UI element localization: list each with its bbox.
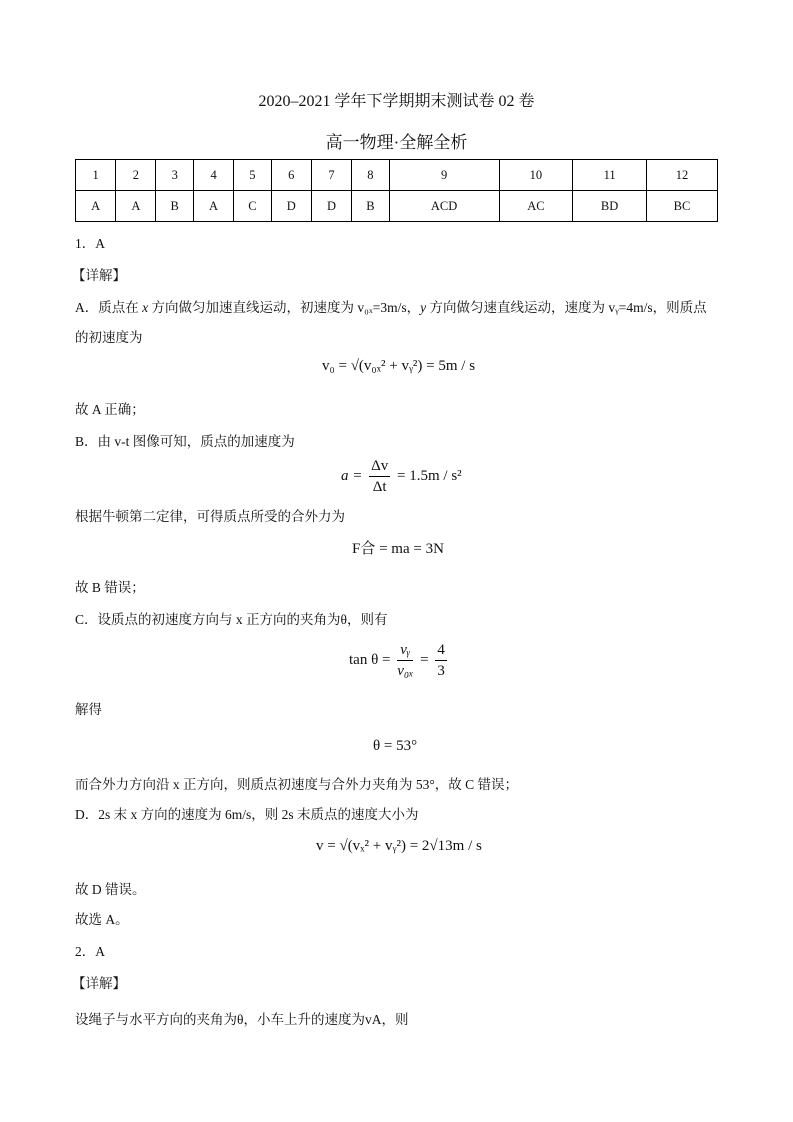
question-number: 4 [193,160,233,191]
equation-theta: θ = 53° [373,738,418,754]
q2-text: 设绳子与水平方向的夹角为θ，小车上升的速度为vA，则 [75,1012,409,1027]
answer-table-numbers-row [76,160,718,191]
q1-option-a-text-2: 的初速度为 [75,330,143,345]
answer-cell: A [116,191,156,222]
answer-cell: BD [573,191,647,222]
equation-speed-2s: v = √(vₓ² + vᵧ²) = 2√13m / s [316,838,482,854]
answer-cell: BC [646,191,717,222]
q1-option-a-conclusion: 故 A 正确； [75,402,145,417]
q2-heading: 2．A [75,944,105,959]
q1-option-d-text: D．2s 末 x 方向的速度为 6m/s，则 2s 末质点的速度大小为 [75,807,419,822]
answer-cell: B [156,191,193,222]
q1-heading: 1．A [75,236,105,251]
question-number: 7 [311,160,351,191]
q1-option-d-conclusion: 故 D 错误。 [75,882,146,897]
equation-net-force: F合 = ma = 3N [352,541,444,557]
answer-cell: A [76,191,116,222]
question-number: 2 [116,160,156,191]
q1-detail-label: 【详解】 [72,268,126,283]
answer-cell: A [193,191,233,222]
answer-table [75,159,718,222]
question-number: 11 [573,160,647,191]
q2-detail-label: 【详解】 [72,976,126,991]
question-number: 12 [646,160,717,191]
question-number: 8 [352,160,389,191]
question-number: 3 [156,160,193,191]
answer-cell: ACD [389,191,499,222]
question-number: 6 [271,160,311,191]
answer-cell: D [311,191,351,222]
answer-cell: C [234,191,271,222]
q1-option-c-text: C．设质点的初速度方向与 x 正方向的夹角为θ，则有 [75,612,388,627]
question-number: 5 [234,160,271,191]
q1-option-a-text: A．质点在 x 方向做匀加速直线运动，初速度为 v₀ₓ=3m/s，y 方向做匀速直线运动，速度为 vᵧ=4m/s，则质点 [75,300,707,315]
q1-option-c-solve: 解得 [75,702,102,717]
q1-option-b-text: B．由 v-t 图像可知，质点的加速度为 [75,434,295,449]
document-title: 2020–2021 学年下学期期末测试卷 02 卷 [258,93,535,110]
equation-initial-velocity: v₀ = √(v₀ₓ² + vᵧ²) = 5m / s [322,358,476,374]
q1-option-b-text-2: 根据牛顿第二定律，可得质点所受的合外力为 [75,509,345,524]
equation-acceleration: a = $\frac{\Delta v}{\Delta t}$ = 1.5m / s² [341,458,462,495]
equation-tan-theta: tan θ = $\frac{\text{vᵧ}}{\text{v₀ₓ}}$ = $\frac{4}{3}$ [349,642,445,679]
answer-table-answers-row [76,191,718,222]
document-subtitle: 高一物理·全解全析 [325,133,468,152]
answer-cell: AC [499,191,573,222]
answer-cell: B [352,191,389,222]
answer-cell: D [271,191,311,222]
q1-final-answer: 故选 A。 [75,912,129,927]
question-number: 9 [389,160,499,191]
q1-option-c-conclusion: 而合外力方向沿 x 正方向，则质点初速度与合外力夹角为 53°，故 C 错误； [75,777,519,792]
question-number: 10 [499,160,573,191]
q1-option-b-conclusion: 故 B 错误； [75,580,145,595]
question-number: 1 [76,160,116,191]
